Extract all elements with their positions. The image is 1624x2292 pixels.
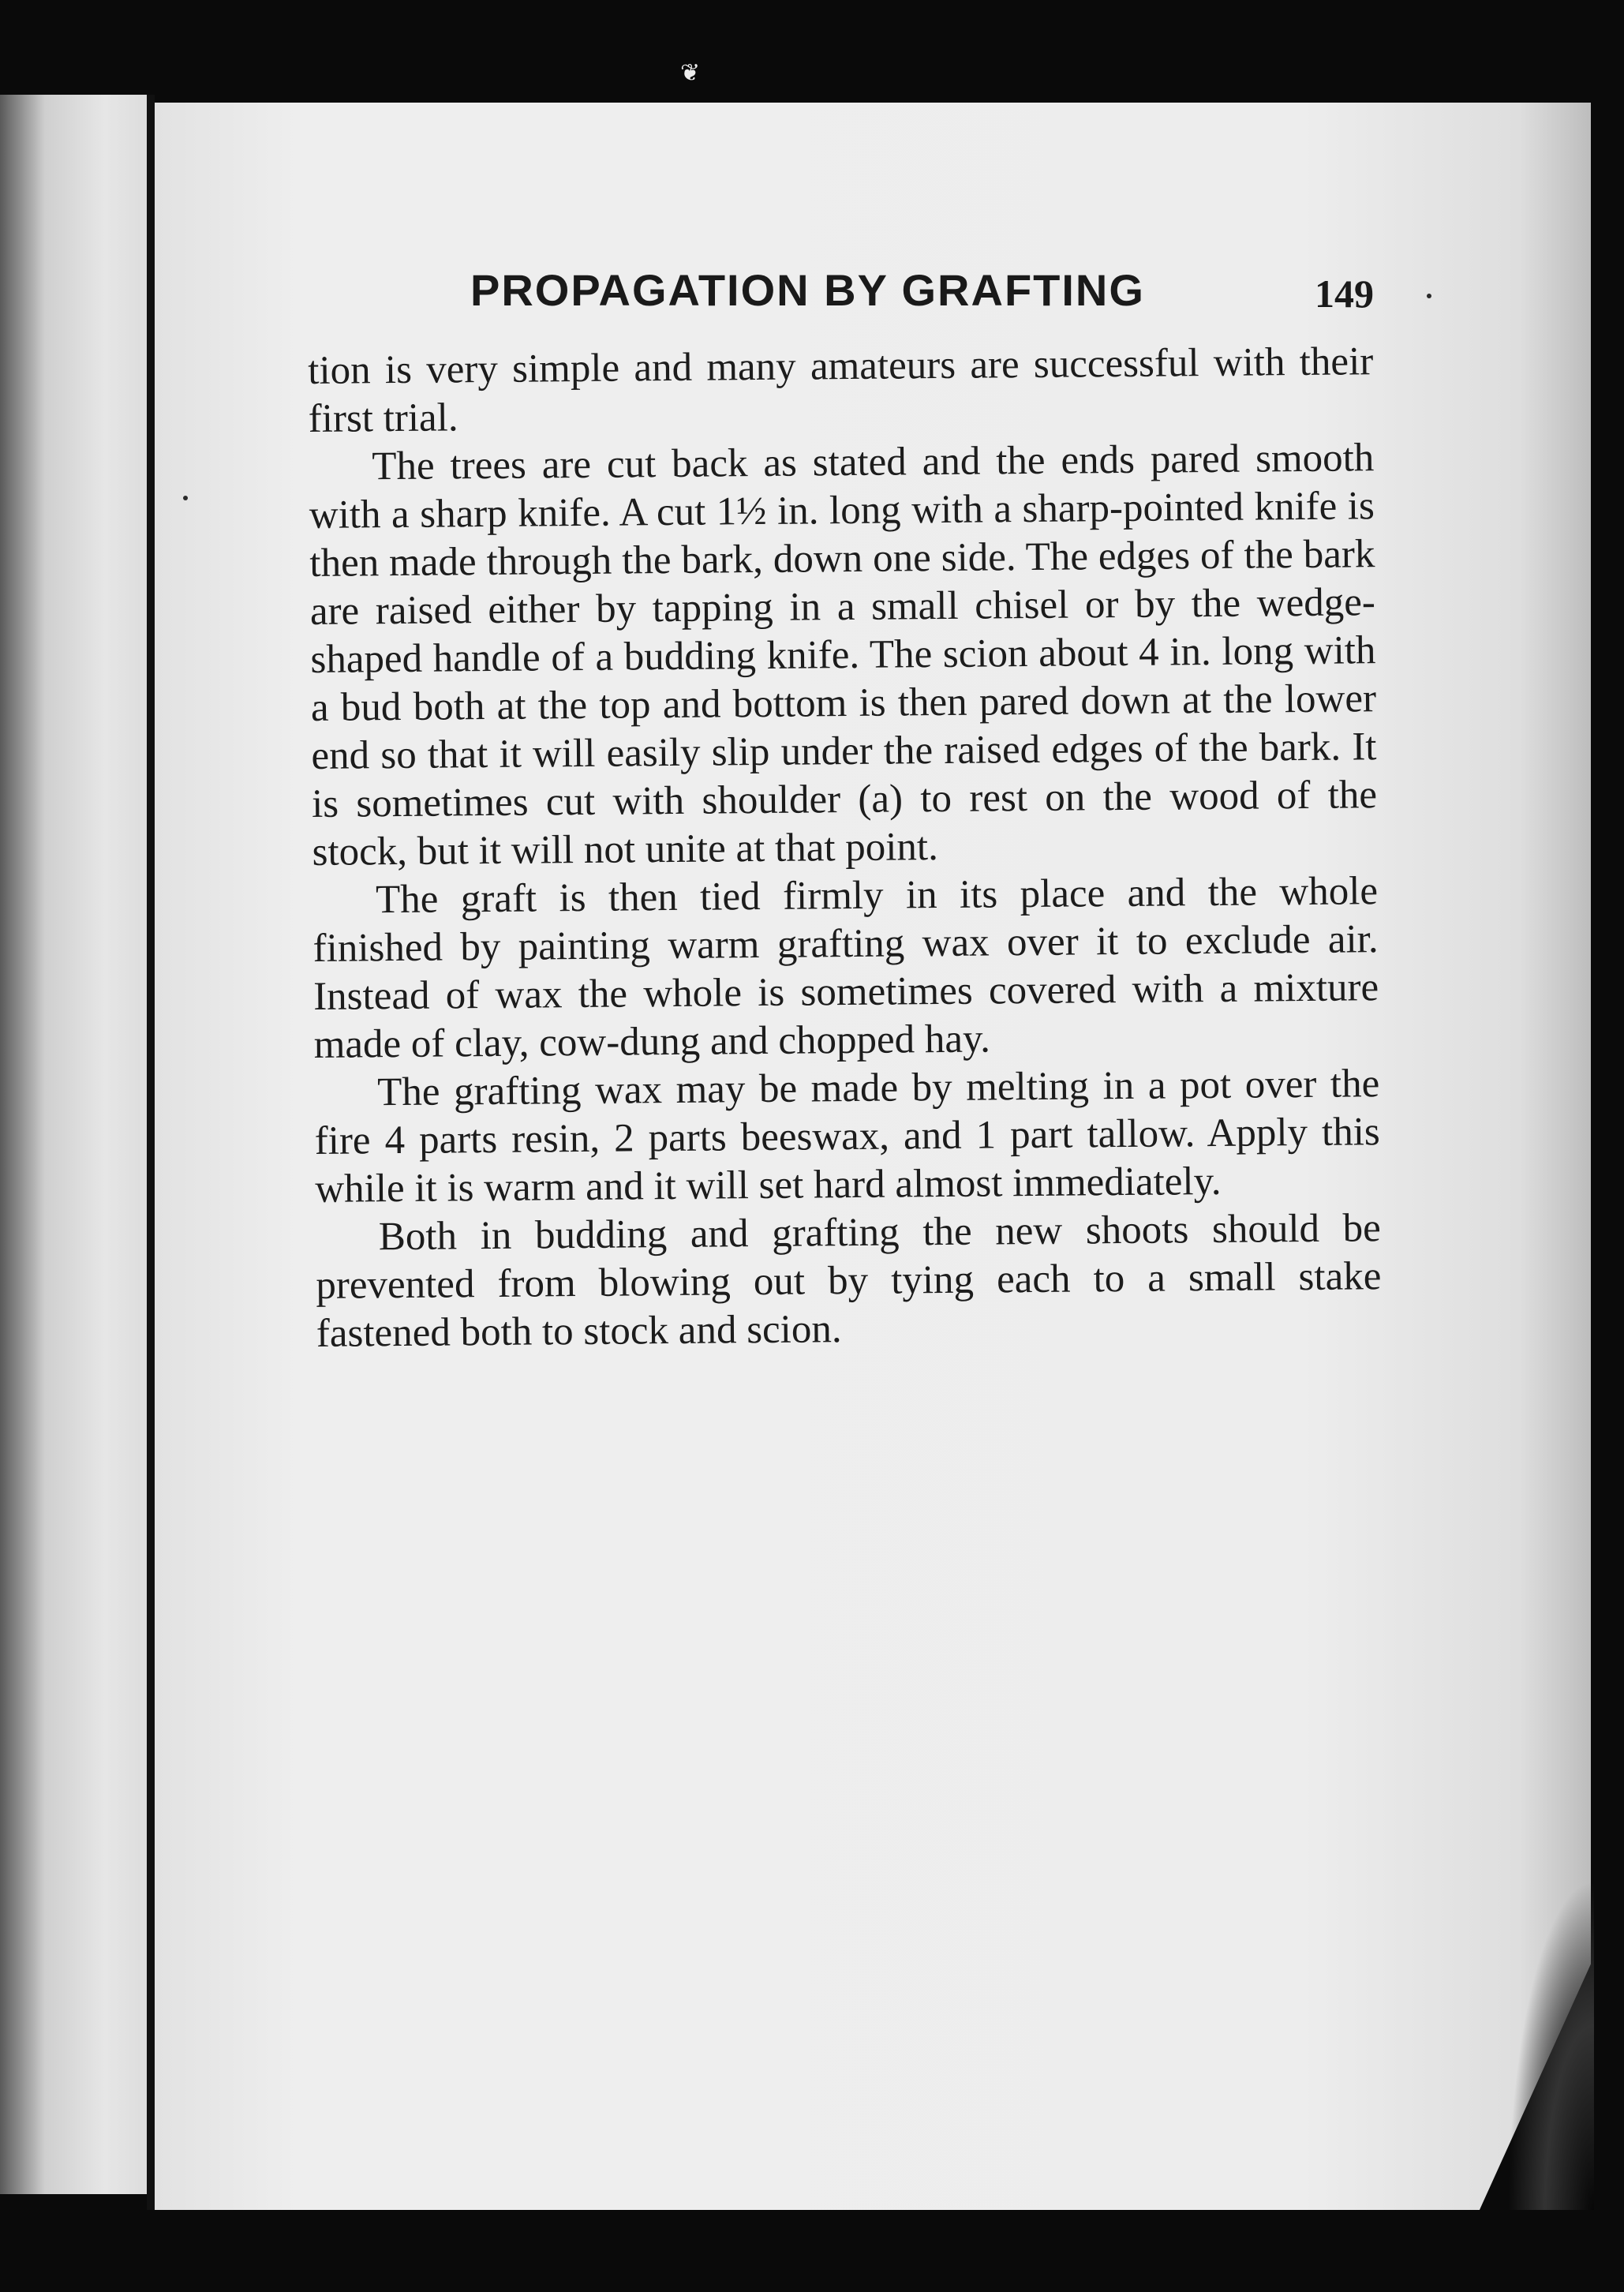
paragraph: The grafting wax may be made by melting in a pot over the fire 4 parts resin, 2 parts beeswax, and 1 part tallow. Apply this while it is warm and it will set hard almost immediately. xyxy=(314,1062,1380,1212)
page-corner-shadow xyxy=(1507,1878,1594,2218)
facing-page-edge xyxy=(0,95,150,2194)
paragraph: The trees are cut back as stated and the ends pared smooth with a sharp knife. A cut 1½ in. long with a sharp-pointed knife is then made through the bark, down one side. The edges of the bark are raised either by tapping in a small chisel or by the wedge-shaped handle of a budding knife. The scion about 4 in. long with a bud both at the top and bottom is then pared down at the lower end so that it will easily slip under the raised edges of the bark. It is sometimes cut with shoulder (a) to rest on the wood of the stock, but it will not unite at that point. xyxy=(309,436,1378,874)
page-header xyxy=(470,264,1394,328)
ornament-mark: ❦ xyxy=(680,60,701,86)
scan-background xyxy=(0,2210,1624,2292)
body-text xyxy=(308,338,1382,1358)
book-gutter xyxy=(147,95,155,2210)
paragraph: Both in budding and grafting the new shoots should be prevented from blowing out by tying each to a small stake fastened both to stock and scion. xyxy=(316,1206,1382,1356)
margin-speck xyxy=(1427,294,1431,298)
page-number: 149 xyxy=(1315,272,1374,316)
running-head: PROPAGATION BY GRAFTING xyxy=(470,265,1145,315)
paragraph: tion is very simple and many amateurs are successful with their first trial. xyxy=(308,339,1374,441)
paragraph: The graft is then tied firmly in its place and the whole finished by painting warm grafting wax over it to exclude air. Instead of wax the whole is sometimes covered with a mixture made of clay, cow-dung and chopped hay. xyxy=(312,869,1379,1067)
margin-speck xyxy=(183,496,188,500)
